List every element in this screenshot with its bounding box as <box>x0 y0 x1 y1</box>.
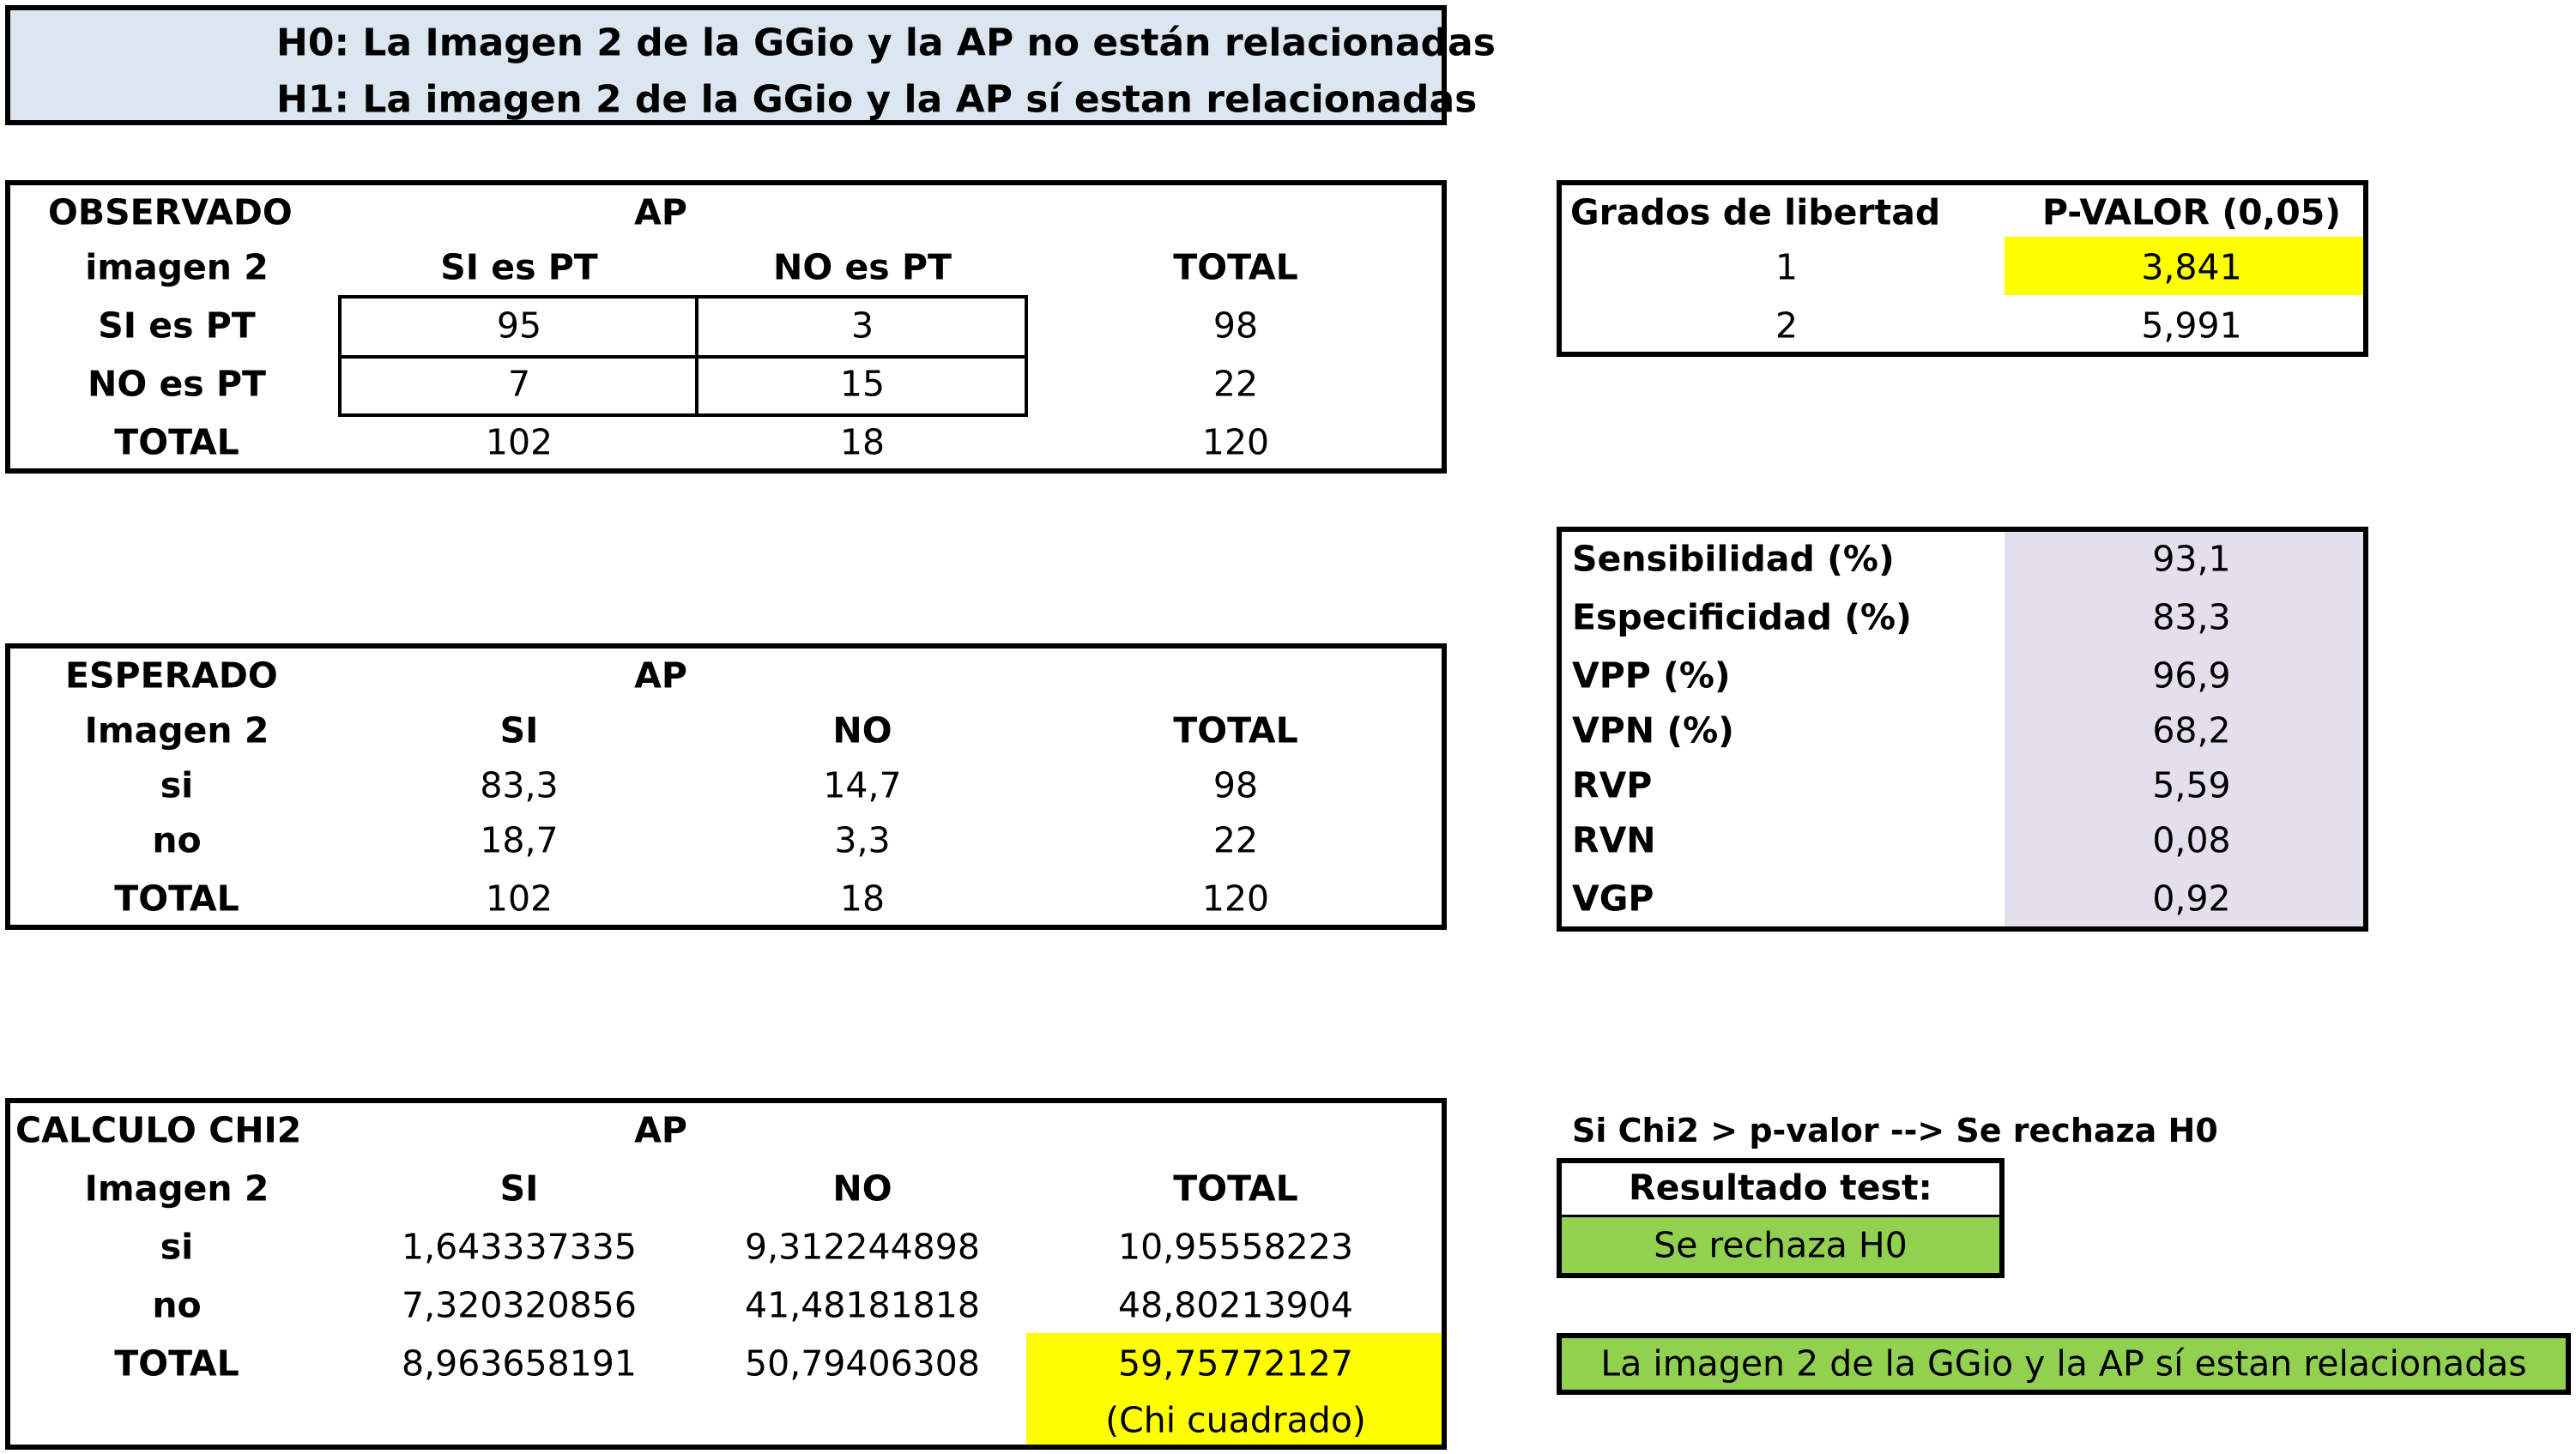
result-value: Se rechaza H0 <box>1654 1224 1908 1266</box>
observado-title: OBSERVADO <box>48 191 293 233</box>
metric-label: Sensibilidad (%) <box>1572 538 1895 580</box>
metric-label: RVN <box>1572 819 1656 861</box>
esperado-cell: 3,3 <box>834 819 891 861</box>
observado-cell: 95 <box>496 305 542 347</box>
observado-cell: 102 <box>485 421 553 463</box>
chi-square-note: (Chi cuadrado) <box>1105 1399 1366 1441</box>
observado-inner-border-left <box>338 295 342 417</box>
chi2-row-label: si <box>160 1226 194 1268</box>
esperado-ap-label: AP <box>634 655 687 697</box>
observado-total-cell: 120 <box>1201 421 1270 463</box>
conclusion-text: La imagen 2 de la GGio y la AP sí estan relacionadas <box>1600 1342 2527 1385</box>
pvalue-value: 5,991 <box>2141 305 2242 347</box>
chi2-cell: 7,320320856 <box>402 1284 637 1326</box>
pvalue-value: 3,841 <box>2141 246 2242 288</box>
metric-value: 83,3 <box>2152 596 2231 638</box>
metric-value: 5,59 <box>2152 764 2231 806</box>
chi2-col2-header: NO <box>832 1167 892 1210</box>
observado-inner-border-top <box>338 295 1028 299</box>
esperado-total-cell: 22 <box>1212 819 1259 861</box>
pvalue-header: P-VALOR (0,05) <box>2041 191 2342 233</box>
esperado-row-label: TOTAL <box>114 878 239 920</box>
esperado-cell: 18 <box>839 878 886 920</box>
chi2-cell: 8,963658191 <box>402 1342 637 1385</box>
esperado-col2-header: NO <box>832 709 892 751</box>
esperado-total-cell: 98 <box>1212 764 1259 806</box>
observado-row-label: NO es PT <box>88 363 266 405</box>
decision-rule: Si Chi2 > p-valor --> Se rechaza H0 <box>1572 1112 2218 1149</box>
observado-total-cell: 22 <box>1212 363 1259 405</box>
metric-label: Especificidad (%) <box>1572 596 1912 638</box>
chi2-row-label: TOTAL <box>114 1342 239 1385</box>
observado-inner-border-mid <box>338 355 1028 359</box>
observado-row-label: TOTAL <box>114 421 239 463</box>
metric-value: 93,1 <box>2152 538 2231 580</box>
metric-label: RVP <box>1572 764 1653 806</box>
esperado-col1-header: SI <box>499 709 539 751</box>
observado-inner-border-bottom <box>338 413 1028 417</box>
result-divider <box>1562 1215 1999 1217</box>
observado-col1-header: SI es PT <box>440 246 598 288</box>
chi2-total-cell: 10,95558223 <box>1118 1226 1353 1268</box>
chi2-row-label: no <box>152 1284 202 1326</box>
metric-label: VPN (%) <box>1572 709 1734 751</box>
esperado-cell: 18,7 <box>480 819 559 861</box>
chi2-cell: 1,643337335 <box>402 1226 637 1268</box>
observado-total-header: TOTAL <box>1173 246 1298 288</box>
hypothesis-h1: H1: La imagen 2 de la GGio y la AP sí estan relacionadas <box>276 77 1478 122</box>
observado-total-cell: 98 <box>1212 305 1259 347</box>
chi-square-value: 59,75772127 <box>1118 1342 1353 1385</box>
metric-label: VGP <box>1572 878 1654 920</box>
observado-cell: 18 <box>839 421 886 463</box>
pvalue-df: 2 <box>1775 305 1799 347</box>
metric-label: VPP (%) <box>1572 655 1731 697</box>
pvalue-df-header: Grados de libertad <box>1570 191 1941 233</box>
chi2-ap-label: AP <box>634 1109 687 1151</box>
metric-value: 0,08 <box>2152 819 2231 861</box>
observado-cell: 15 <box>839 363 886 405</box>
chi2-cell: 41,48181818 <box>745 1284 980 1326</box>
result-header: Resultado test: <box>1629 1167 1932 1209</box>
chi2-cell: 9,312244898 <box>745 1226 980 1268</box>
pvalue-df: 1 <box>1775 246 1799 288</box>
chi2-row-header: Imagen 2 <box>84 1167 269 1210</box>
esperado-cell: 14,7 <box>823 764 902 806</box>
esperado-cell: 83,3 <box>480 764 559 806</box>
esperado-total-cell: 120 <box>1201 878 1270 920</box>
observado-cell: 7 <box>507 363 531 405</box>
hypotheses-box <box>5 5 1496 125</box>
hypothesis-h0: H0: La Imagen 2 de la GGio y la AP no están relacionadas <box>276 21 1496 65</box>
observado-col2-header: NO es PT <box>773 246 952 288</box>
observado-row-label: SI es PT <box>98 305 256 347</box>
observado-row-header: imagen 2 <box>85 246 269 288</box>
esperado-row-header: Imagen 2 <box>84 709 269 751</box>
esperado-cell: 102 <box>485 878 553 920</box>
chi2-col1-header: SI <box>499 1167 539 1210</box>
chi2-table <box>5 1098 1447 1450</box>
chi2-total-cell: 48,80213904 <box>1118 1284 1353 1326</box>
chi2-cell: 50,79406308 <box>745 1342 980 1385</box>
chi2-title: CALCULO CHI2 <box>15 1109 302 1151</box>
observado-inner-border-right <box>1025 295 1028 417</box>
esperado-total-header: TOTAL <box>1173 709 1298 751</box>
chi2-total-header: TOTAL <box>1173 1167 1298 1210</box>
metric-value: 0,92 <box>2152 878 2231 920</box>
metric-value: 68,2 <box>2152 709 2231 751</box>
esperado-row-label: no <box>152 819 202 861</box>
metric-value: 96,9 <box>2152 655 2231 697</box>
esperado-title: ESPERADO <box>65 655 278 697</box>
esperado-row-label: si <box>160 764 194 806</box>
observado-inner-border-center <box>695 295 698 417</box>
observado-cell: 3 <box>850 305 874 347</box>
observado-ap-label: AP <box>634 191 687 233</box>
